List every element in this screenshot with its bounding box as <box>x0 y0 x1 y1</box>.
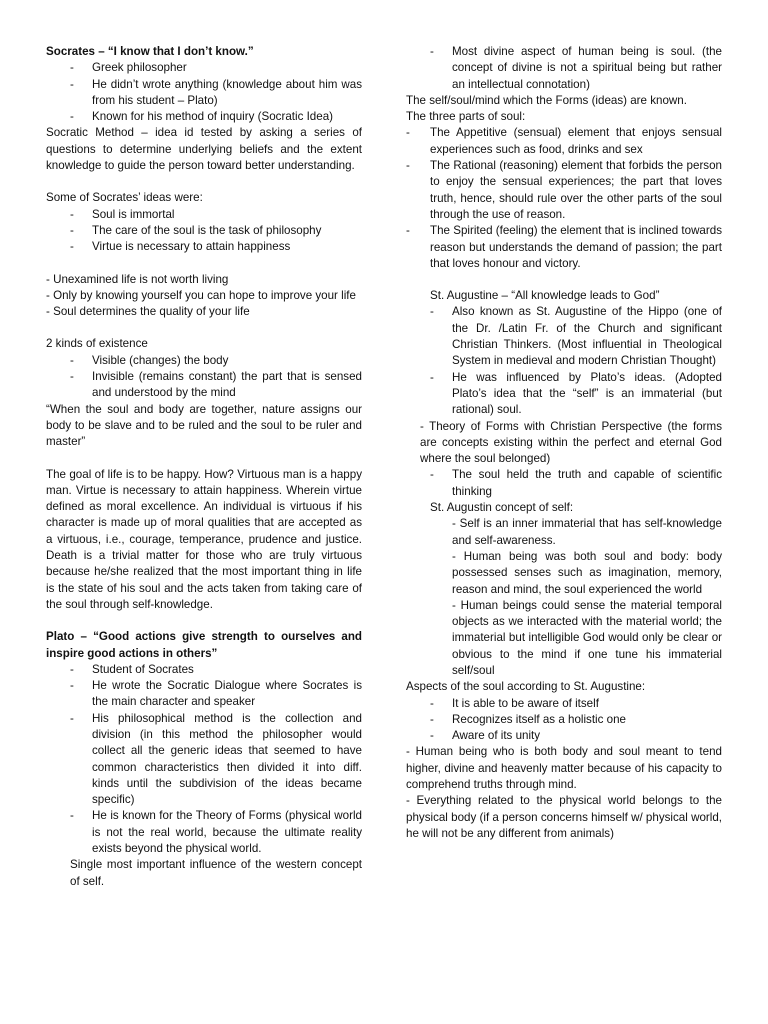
plato-name: Plato <box>46 630 75 644</box>
list-item: - His philosophical method is the collection and division (in this method the philosopher would collect all the generic ideas that seemed to have common characteristics then divided it into diff. kinds until the subdivision of the ideas became specific) <box>46 711 362 809</box>
forms-known-line: The self/soul/mind which the Forms (ideas) are known. <box>406 93 687 107</box>
list-item: - Student of Socrates <box>46 662 362 678</box>
list-item: - He didn’t wrote anything (knowledge about him was from his student – Plato) <box>46 77 362 110</box>
aspects-heading: Aspects of the soul according to St. Augustine: <box>406 680 646 694</box>
existence-heading: 2 kinds of existence <box>46 337 148 351</box>
list-item: - The Appetitive (sensual) element that enjoys sensual experiences such as food, drinks and sex <box>406 125 722 158</box>
list-item: - He wrote the Socratic Dialogue where Socrates is the main character and speaker <box>46 678 362 711</box>
theory-forms-line: - Theory of Forms with Christian Perspective (the forms are concepts existing within the perfect and eternal God where the soul belonged) <box>420 419 722 466</box>
socratic-method-paragraph: Socratic Method – idea id tested by asking a series of questions to determine underlying beliefs and the extent knowledge to guide the person toward better understanding. <box>46 126 362 173</box>
socrates-heading: Socrates – “I know that I don’t know.” <box>46 45 254 58</box>
left-column <box>46 44 362 890</box>
dash-line: - Only by knowing yourself you can hope to improve your life <box>46 288 356 302</box>
list-item: - Soul is immortal <box>46 207 362 223</box>
list-item: - Aware of its unity <box>406 728 722 744</box>
soul-body-quote: “When the soul and body are together, nature assigns our body to be slave and to be ruled and the soul to be ruler and master” <box>46 402 362 449</box>
list-item: - Recognizes itself as a holistic one <box>406 712 722 728</box>
list-item: - Known for his method of inquiry (Socratic Idea) <box>46 109 362 125</box>
dash-line: - Soul determines the quality of your life <box>46 305 250 319</box>
closing-line: - Human being who is both body and soul meant to tend higher, divine and heavenly matter because of his capacity to comprehend truths through mind. <box>406 745 722 792</box>
list-item: - Also known as St. Augustine of the Hippo (one of the Dr. /Latin Fr. of the Church and significant Christian Thinkers. (Most influential in Theological System in medieval and modern Christian Thought) <box>406 304 722 369</box>
list-item: - Invisible (remains constant) the part that is sensed and understood by the mind <box>46 369 362 402</box>
concept-line: - Self is an inner immaterial that has self-knowledge and self-awareness. <box>452 517 722 547</box>
list-item: - Visible (changes) the body <box>46 353 362 369</box>
list-item: - He is known for the Theory of Forms (physical world is not the real world, because the ultimate reality exists beyond the physical world. <box>46 808 362 857</box>
dash-line: - Unexamined life is not worth living <box>46 272 229 286</box>
closing-line: - Everything related to the physical world belongs to the physical body (if a person concerns himself w/ physical world, he will not be any different from animals) <box>406 794 722 840</box>
plato-influence: Single most important influence of the western concept of self. <box>70 858 362 888</box>
plato-quote: – “Good actions give strength to ourselves and inspire good actions in others” <box>46 630 362 660</box>
list-item: - The Rational (reasoning) element that forbids the person to enjoy the sensual experiences; the part that loves truth, hence, should rule over the other parts of the soul through the use of reason. <box>406 158 722 223</box>
right-column <box>406 44 722 842</box>
concept-line: - Human beings could sense the material temporal objects as we interacted with the material world; the immaterial but intelligible God would only be clear or obvious to the mind if one tune his immaterial self/soul <box>452 598 722 677</box>
concept-line: - Human being was both soul and body: body possessed senses such as imagination, memory, reason and mind, the soul experienced the world <box>452 549 722 596</box>
list-item: - Virtue is necessary to attain happiness <box>46 239 362 255</box>
goal-paragraph: The goal of life is to be happy. How? Virtuous man is a happy man. Virtue is necessary to attain happiness. Wherein virtue defined as moral excellence. An individual is virtuous if his character is made up of moral qualities that are accepted as a virtuous, i.e., courage, temperance, prudence and justice. Death is a trivial matter for those who are truly virtuous because he/she realized that the most important thing in life is the state of his soul and the acts taken from taking care of the soul through self-knowledge. <box>46 467 362 611</box>
three-parts-heading: The three parts of soul: <box>406 110 526 124</box>
plato-heading <box>46 629 362 662</box>
list-item: - He was influenced by Plato’s ideas. (Adopted Plato’s idea that the “self” is an immaterial (but rational) soul. <box>406 370 722 419</box>
list-item: - Greek philosopher <box>46 60 362 76</box>
ideas-intro: Some of Socrates’ ideas were: <box>46 191 203 205</box>
list-item: - The soul held the truth and capable of scientific thinking <box>406 467 722 500</box>
augustine-heading: St. Augustine – “All knowledge leads to God” <box>430 289 660 303</box>
concept-heading: St. Augustin concept of self: <box>430 501 574 515</box>
list-item: - It is able to be aware of itself <box>406 696 722 712</box>
list-item: - Most divine aspect of human being is soul. (the concept of divine is not a spiritual being but rather an intellectual connotation) <box>406 44 722 93</box>
list-item: - The Spirited (feeling) the element that is inclined towards reason but understands the demand of passion; the part that loves honour and victory. <box>406 223 722 272</box>
list-item: - The care of the soul is the task of philosophy <box>46 223 362 239</box>
